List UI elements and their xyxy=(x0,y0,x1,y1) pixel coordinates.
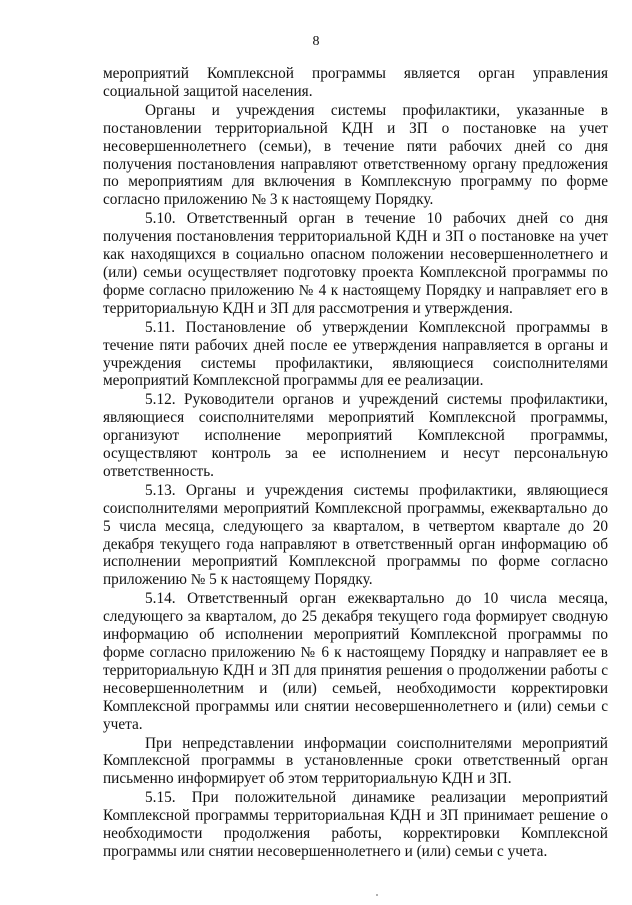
page-number: 8 xyxy=(312,34,320,49)
paragraph-5-12: 5.12. Руководители органов и учреждений системы профилактики, являющиеся соисполнителями мероприятий Комплексной программы, организуют исполнение мероприятий Комплексной программы, осуществляют контроль за ее исполнением и несут персональную ответственность. xyxy=(103,391,608,480)
paragraph-5-15: 5.15. При положительной динамике реализации мероприятий Комплексной программы территориальная КДН и ЗП принимает решение о необходимости продолжения работы, корректировки Комплексной программы или снятии несовершеннолетнего и (или) семьи с учета. xyxy=(103,789,608,860)
paragraph-non-submission: При непредставлении информации соисполнителями мероприятий Комплексной программы в установленные сроки ответственный орган письменно информирует об этом территориальную КДН и ЗП. xyxy=(103,734,608,788)
scan-dot xyxy=(376,894,378,896)
document-body xyxy=(103,65,608,862)
paragraph-continuation: мероприятий Комплексной программы является орган управления социальной защитой населения. xyxy=(103,65,608,100)
paragraph-5-10: 5.10. Ответственный орган в течение 10 рабочих дней со дня получения постановления территориальной КДН и ЗП о постановке на учет как находящихся в социально опасном положении несовершеннолетнего и (или) семьи осуществляет подготовку проекта Комплексной программы по форме согласно приложению № 4 к настоящему Порядку и направляет его в территориальную КДН и ЗП для рассмотрения и утверждения. xyxy=(103,210,608,317)
paragraph-5-14: 5.14. Ответственный орган ежеквартально до 10 числа месяца, следующего за кварталом, до 25 декабря текущего года формирует сводную информацию об исполнении мероприятий Комплексной программы по форме согласно приложению № 6 к настоящему Порядку и направляет ее в территориальную КДН и ЗП для принятия решения о продолжении работы с несовершеннолетним и (или) семьей, необходимости корректировки Комплексной программы или снятии несовершеннолетнего и (или) семьи с учета. xyxy=(103,590,608,733)
paragraph-proposals: Органы и учреждения системы профилактики, указанные в постановлении территориальной КДН и ЗП о постановке на учет несовершеннолетнего (семьи), в течение пяти рабочих дней со дня получения постановления направляют ответственному органу предложения по мероприятиям для включения в Комплексную программу по форме согласно приложению № 3 к настоящему Порядку. xyxy=(103,101,608,209)
paragraph-5-13: 5.13. Органы и учреждения системы профилактики, являющиеся соисполнителями мероприятий Комплексной программы, ежеквартально до 5 числа месяца, следующего за кварталом, в четвертом квартале до 20 декабря текущего года направляют в ответственный орган информацию об исполнении мероприятий Комплексной программы по форме согласно приложению № 5 к настоящему Порядку. xyxy=(103,481,608,589)
paragraph-5-11: 5.11. Постановление об утверждении Комплексной программы в течение пяти рабочих дней после ее утверждения направляется в органы и учреждения системы профилактики, являющиеся соисполнителями мероприятий Комплексной программы для ее реализации. xyxy=(103,318,608,390)
